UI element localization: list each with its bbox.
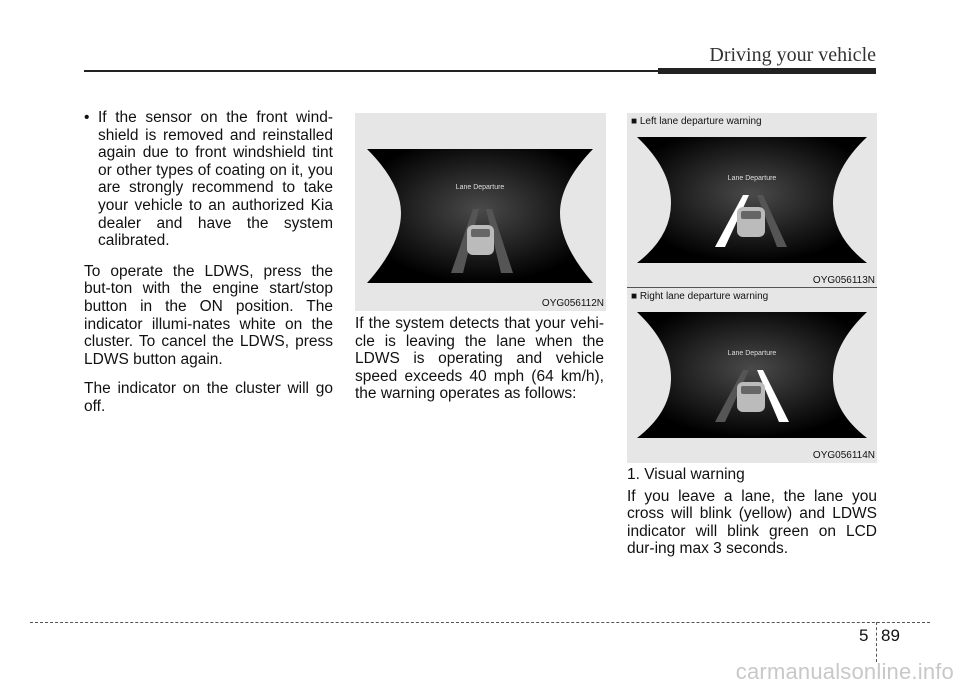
screen-label: Lane Departure (727, 175, 777, 182)
cluster-screen-illustration (627, 288, 877, 463)
figure-caption: ■ Left lane departure warning (631, 116, 762, 127)
paragraph-indicator: The indicator on the cluster will go off. (84, 380, 333, 415)
footer-rule (30, 622, 930, 623)
column-2 (355, 315, 604, 415)
header-rule-accent (658, 68, 876, 74)
paragraph-visual-warning: If you leave a lane, the lane you cross will blink (yellow) and LDWS indicator will blink green on LCD dur-ing max 3 seconds. (627, 487, 877, 558)
page-number: 89 (881, 626, 900, 645)
figure-code: OYG056113N (812, 275, 875, 286)
page-divider (876, 622, 877, 662)
figure-code: OYG056112N (541, 298, 604, 309)
section-number: 5 (859, 626, 869, 645)
figure-code: OYG056114N (812, 450, 875, 461)
column-1 (84, 109, 333, 428)
cluster-screen-illustration (355, 113, 606, 311)
column-3 (627, 466, 877, 570)
figure-left-lane-warning (627, 113, 877, 288)
screen-label: Lane Departure (727, 350, 777, 357)
section-heading: 1. Visual warning (627, 466, 745, 483)
figure-right-lane-warning (627, 288, 877, 463)
bullet-icon: • (84, 109, 90, 126)
screen-frame (637, 312, 867, 438)
paragraph-operate: To operate the LDWS, press the but-ton with the engine start/stop button in the ON position. The indicator illumi-nates white on the cluster. To cancel the LDWS, press LDWS button again. (84, 262, 333, 368)
bullet-text: If the sensor on the front wind-shield is removed and reinstalled again due to front windshield tint or other types of coating on it, you are strongly recommend to take your vehicle to an authorized Kia dealer and have the system calibrated. (98, 109, 333, 250)
watermark: carmanualsonline.info (735, 659, 954, 684)
screen-label: Lane Departure (455, 184, 505, 191)
figure-cluster-display (355, 113, 606, 311)
bullet-item (84, 109, 333, 250)
screen-frame (367, 149, 593, 283)
cluster-screen-illustration (627, 113, 877, 288)
screen-frame (637, 137, 867, 263)
header-title: Driving your vehicle (709, 44, 876, 66)
figure-caption: ■ Right lane departure warning (631, 291, 769, 302)
paragraph-detection: If the system detects that your vehi-cle is leaving the lane when the LDWS is operating and vehicle speed exceeds 40 mph (64 km/h), the warning operates as follows: (355, 315, 604, 403)
